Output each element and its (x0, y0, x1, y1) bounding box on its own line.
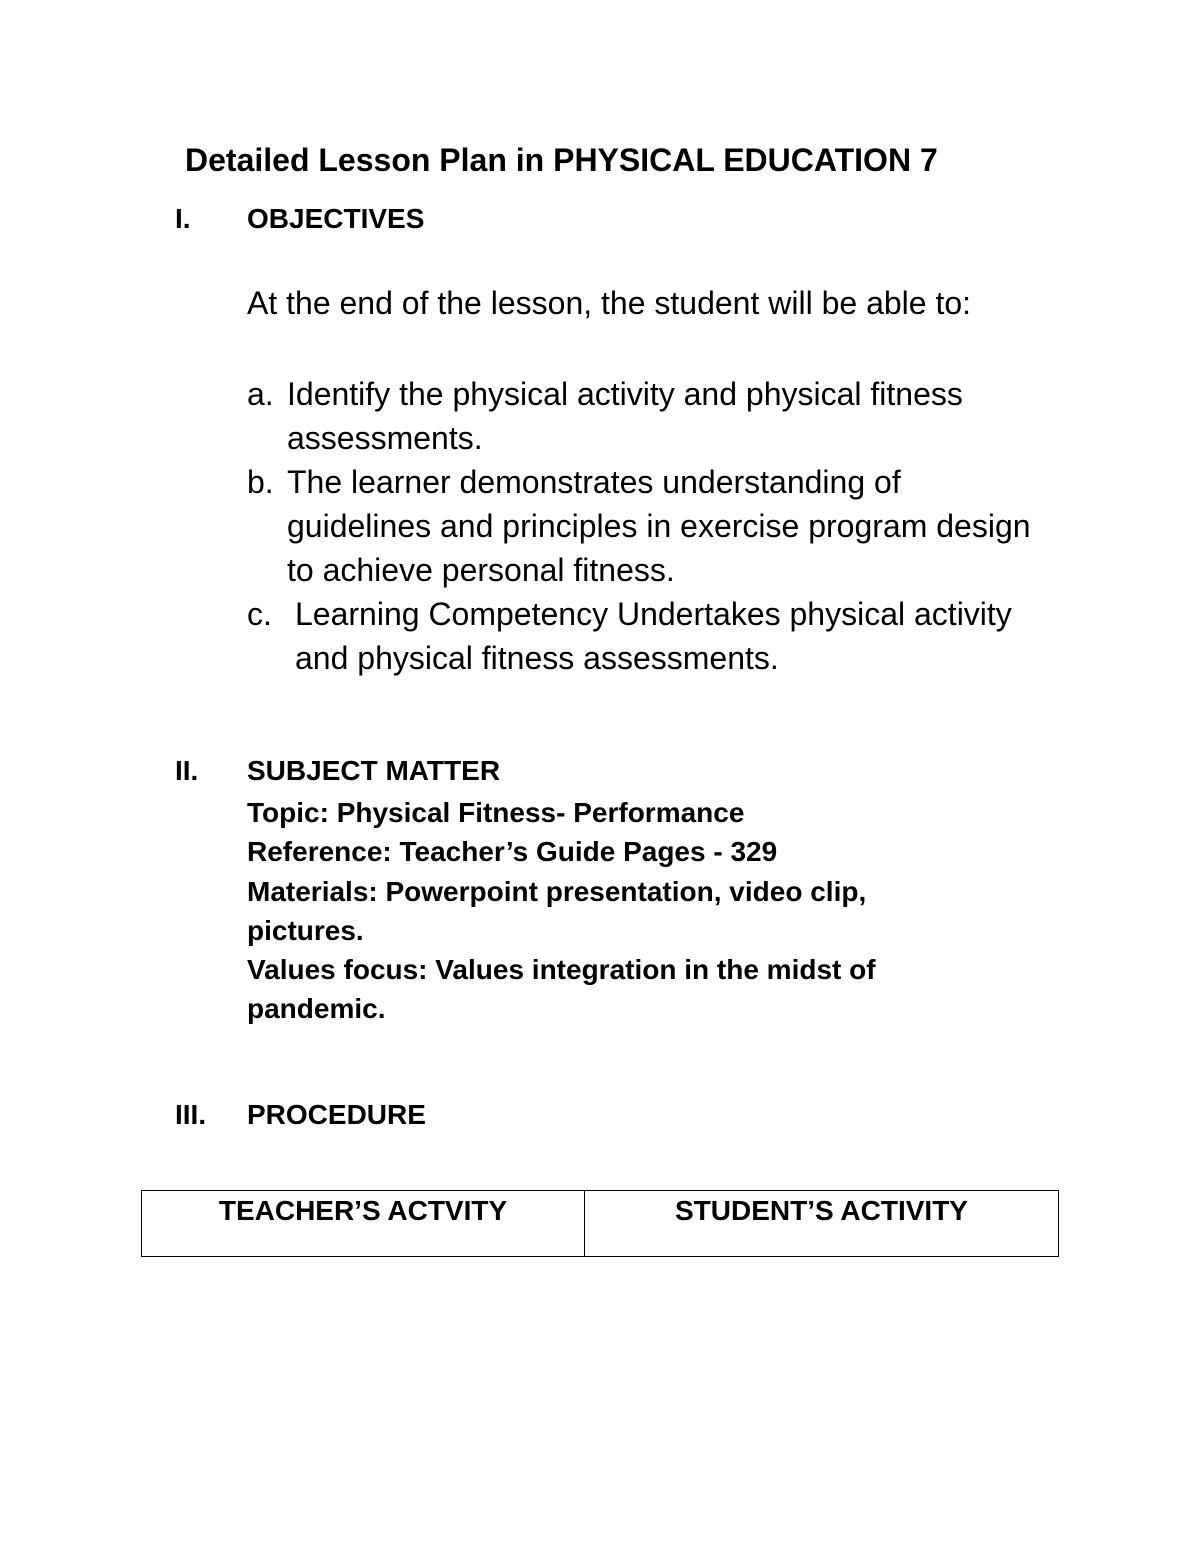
list-item (247, 592, 1047, 680)
column-header-student-activity: STUDENT’S ACTIVITY (585, 1191, 1059, 1257)
subject-materials: Materials: Powerpoint presentation, video clip, pictures. (247, 875, 867, 946)
section-heading-procedure: PROCEDURE (247, 1099, 426, 1130)
section-number-objectives: I. (175, 203, 191, 234)
subject-matter-details (247, 793, 987, 1029)
list-item (247, 460, 1047, 592)
list-marker: c. (247, 596, 272, 632)
list-marker: a. (247, 376, 274, 412)
subject-values-focus: Values focus: Values integration in the midst of pandemic. (247, 954, 876, 1025)
document-title: Detailed Lesson Plan in PHYSICAL EDUCATION 7 (185, 142, 938, 178)
section-number-procedure: III. (175, 1099, 207, 1130)
section-number-subject-matter: II. (175, 755, 199, 786)
section-heading-objectives: OBJECTIVES (247, 203, 425, 234)
column-header-teacher-activity: TEACHER’S ACTVITY (142, 1191, 585, 1257)
subject-reference: Reference: Teacher’s Guide Pages - 329 (247, 836, 778, 868)
list-marker: b. (247, 464, 274, 500)
list-item-text: Identify the physical activity and physical fitness assessments. (287, 376, 963, 456)
subject-topic: Topic: Physical Fitness- Performance (247, 797, 745, 828)
list-item-text: The learner demonstrates understanding of guidelines and principles in exercise program design to achieve personal fitness. (287, 464, 1031, 588)
list-item (247, 372, 1047, 460)
objectives-intro: At the end of the lesson, the student will be able to: (247, 285, 972, 321)
section-heading-subject-matter: SUBJECT MATTER (247, 755, 501, 786)
procedure-table (141, 1190, 1059, 1257)
list-item-text: Learning Competency Undertakes physical activity and physical fitness assessments. (295, 596, 1012, 676)
table-header-row (142, 1191, 1059, 1257)
objectives-list (247, 372, 1047, 680)
